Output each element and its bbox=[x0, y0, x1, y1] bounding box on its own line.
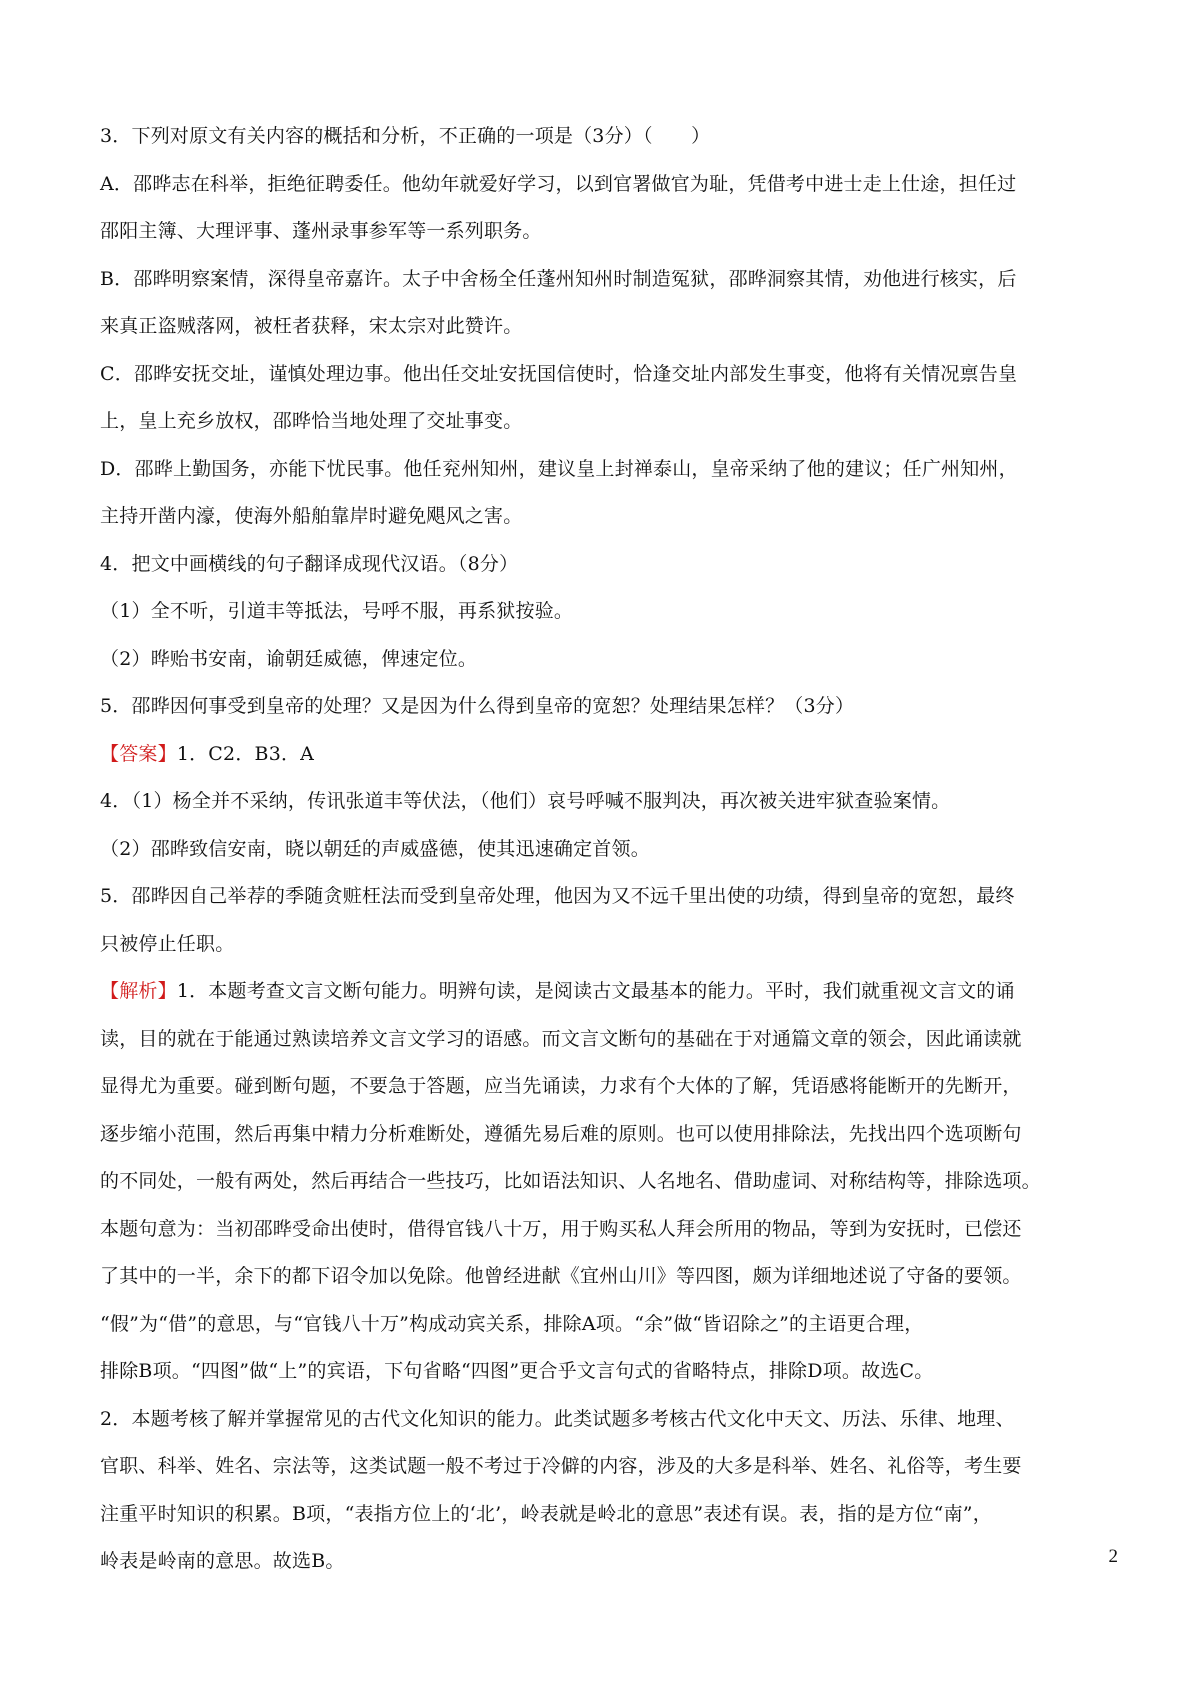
analysis-p2-line-4: 岭表是岭南的意思。故选B。 bbox=[100, 1550, 345, 1572]
option-a-line-1: A．邵晔志在科举，拒绝征聘委任。他幼年就爱好学习，以到官署做官为耻，凭借考中进士走上仕途，担任过 bbox=[100, 172, 1017, 195]
analysis-p1-line-8: “假”为“借”的意思，与“官钱八十万”构成动宾关系，排除A项。“余”做“皆诏除之”的主语更合理， bbox=[100, 1312, 924, 1335]
answer-tag: 【答案】 bbox=[100, 742, 177, 765]
option-c-line-2: 上，皇上充乡放权，邵晔恰当地处理了交址事变。 bbox=[100, 410, 523, 432]
answer-5-line-1: 5．邵晔因自己举荐的季随贪赃枉法而受到皇帝处理，他因为又不远千里出使的功绩，得到皇帝的宽恕，最终 bbox=[100, 885, 1015, 907]
option-c-line-1: C．邵晔安抚交址，谨慎处理边事。他出任交址安抚国信使时，恰逢交址内部发生事变，他将有关情况禀告皇 bbox=[100, 362, 1018, 385]
question-4-stem: 4．把文中画横线的句子翻译成现代汉语。（8分） bbox=[100, 552, 519, 575]
page-number: 2 bbox=[1108, 1546, 1118, 1567]
analysis-p1-line-2: 读，目的就在于能通过熟读培养文言文学习的语感。而文言文断句的基础在于对通篇文章的领会，因此诵读就 bbox=[100, 1027, 1022, 1050]
analysis-tag: 【解析】 bbox=[100, 980, 177, 1002]
option-d-line-2: 主持开凿内濠，使海外船舶靠岸时避免飓风之害。 bbox=[100, 505, 523, 527]
option-d-line-1: D．邵晔上勤国务，亦能下忧民事。他任兖州知州，建议皇上封禅泰山，皇帝采纳了他的建议；任广州知州， bbox=[100, 457, 1018, 480]
answer-text: 1．C2．B3．A bbox=[176, 742, 315, 765]
option-b-line-2: 来真正盗贼落网，被枉者获释，宋太宗对此赞许。 bbox=[100, 315, 523, 337]
question-5-stem: 5．邵晔因何事受到皇帝的处理？又是因为什么得到皇帝的宽恕？处理结果怎样？（3分） bbox=[100, 695, 855, 717]
answer-5-line-2: 只被停止任职。 bbox=[100, 932, 235, 955]
analysis-p1-line-3: 显得尤为重要。碰到断句题，不要急于答题，应当先诵读，力求有个大体的了解，凭语感将能断开的先断开， bbox=[100, 1075, 1022, 1097]
analysis-p1-line-6: 本题句意为：当初邵晔受命出使时，借得官钱八十万，用于购买私人拜会所用的物品，等到为安抚时，已偿还 bbox=[100, 1217, 1022, 1240]
analysis-p1-line-7: 了其中的一半，余下的都下诏令加以免除。他曾经进献《宜州山川》等四图，颇为详细地述说了守备的要领。 bbox=[100, 1265, 1022, 1287]
question-4-item-2: （2）晔贻书安南，谕朝廷威德，俾速定位。 bbox=[100, 647, 478, 670]
question-4-item-1: （1）全不听，引道丰等抵法，号呼不服，再系狱按验。 bbox=[100, 600, 574, 622]
analysis-p2-line-2: 官职、科举、姓名、宗法等，这类试题一般不考过于冷僻的内容，涉及的大多是科举、姓名、礼俗等，考生要 bbox=[100, 1455, 1022, 1477]
question-3-stem: 3．下列对原文有关内容的概括和分析，不正确的一项是（3分）（ ） bbox=[100, 125, 711, 147]
option-b-line-1: B．邵晔明察案情，深得皇帝嘉许。太子中舍杨全任蓬州知州时制造冤狱，邵晔洞察其情，劝他进行核实，后 bbox=[100, 267, 1017, 290]
page-content bbox=[100, 113, 1112, 1586]
analysis-p1-line-9: 排除B项。“四图”做“上”的宾语，下句省略“四图”更合乎文言句式的省略特点，排除D项。故选C。 bbox=[100, 1360, 934, 1382]
analysis-p1-first: 1．本题考查文言文断句能力。明辨句读，是阅读古文最基本的能力。平时，我们就重视文言文的诵 bbox=[176, 980, 1015, 1002]
analysis-p1-line-5: 的不同处，一般有两处，然后再结合一些技巧，比如语法知识、人名地名、借助虚词、对称结构等，排除选项。 bbox=[100, 1170, 1041, 1192]
analysis-p1-line-4: 逐步缩小范围，然后再集中精力分析难断处，遵循先易后难的原则。也可以使用排除法，先找出四个选项断句 bbox=[100, 1122, 1022, 1145]
answer-4-1: 4．（1）杨全并不采纳，传讯张道丰等伏法，（他们）哀号呼喊不服判决，再次被关进牢狱查验案情。 bbox=[100, 790, 951, 812]
answer-line bbox=[100, 731, 1112, 779]
analysis-p2-line-1: 2．本题考核了解并掌握常见的古代文化知识的能力。此类试题多考核古代文化中天文、历法、乐律、地理、 bbox=[100, 1407, 1015, 1430]
answer-4-2: （2）邵晔致信安南，晓以朝廷的声威盛德，使其迅速确定首领。 bbox=[100, 837, 650, 860]
option-a-line-2: 邵阳主簿、大理评事、蓬州录事参军等一系列职务。 bbox=[100, 220, 542, 242]
analysis-p2-line-3: 注重平时知识的积累。B项，“表指方位上的‘北’，岭表就是岭北的意思”表述有误。表，指的是方位“南”， bbox=[100, 1502, 992, 1525]
analysis-line-1 bbox=[100, 968, 1112, 1016]
